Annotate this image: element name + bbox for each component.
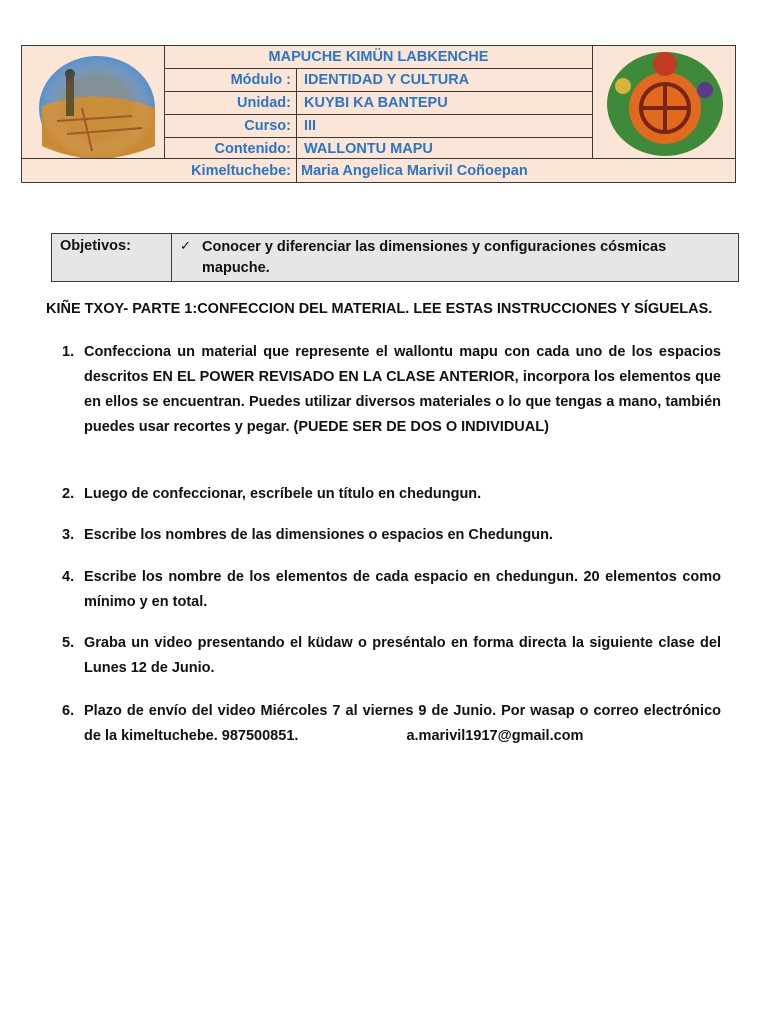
row-unidad [165,92,592,115]
item-text-deadline: Plazo de envío del video Miércoles 7 al viernes 9 de Junio. Por wasap o correo electrónico de la kimeltuchebe. 987500851. [84,703,721,744]
unidad-label: Unidad: [165,92,297,114]
item-number: 4. [62,569,75,585]
header-table [21,45,736,183]
item-text: Graba un video presentando el küdaw o preséntalo en forma directa la siguiente clase del Lunes 12 de Junio. [84,635,721,676]
teacher-name: Maria Angelica Marivil Coñoepan [301,163,528,179]
objectives-box [51,233,739,282]
logo-right-cell [592,46,735,158]
objectives-text-line1: Conocer y diferenciar las dimensiones y configuraciones cósmicas [202,239,667,255]
checkmark-icon: ✓ [180,238,191,253]
objectives-label: Objetivos: [52,234,172,281]
item-text: Escribe los nombre de los elementos de cada espacio en chedungun. 20 elementos como mínimo y en total. [84,569,721,610]
item-text: Confecciona un material que represente el wallontu mapu con cada uno de los espacios descritos EN EL POWER REVISADO EN LA CLASE ANTERIOR, incorpora los elementos que en ellos se encuentran. Puedes utilizar diversos materiales o lo que tengas a mano, también puedes usar recortes y pegar. (PUEDE SER DE DOS O INDIVIDUAL) [84,344,721,435]
modulo-value: IDENTIDAD Y CULTURA [304,72,470,88]
curso-label: Curso: [165,115,297,137]
curso-value: III [304,118,317,134]
item-number: 1. [62,344,75,360]
contenido-label: Contenido: [165,138,297,158]
item-number: 6. [62,703,75,719]
row-kimeltuchebe [22,158,735,182]
item-number: 2. [62,486,75,502]
modulo-label: Módulo : [165,69,297,91]
row-modulo [165,69,592,92]
teacher-label: Kimeltuchebe: [165,159,297,183]
item-text: Escribe los nombres de las dimensiones o espacios en Chedungun. [84,527,553,543]
contact-email: a.marivil1917@gmail.com [406,728,584,744]
item-text: Luego de confeccionar, escríbele un título en chedungun. [84,486,482,502]
mapuche-art-logo-icon [593,46,736,158]
item-number: 5. [62,635,75,651]
section-title: KIÑE TXOY- PARTE 1:CONFECCION DEL MATERIAL. LEE ESTAS INSTRUCCIONES Y SÍGUELAS. [46,301,713,317]
row-curso [165,115,592,138]
logo-left-cell [22,46,165,158]
item-number: 3. [62,527,75,543]
item-text [84,699,721,749]
objectives-text-line2: mapuche. [202,260,270,276]
school-title: MAPUCHE KIMÜN LABKENCHE [165,46,592,69]
contenido-value: WALLONTU MAPU [304,141,433,157]
landscape-logo-icon [22,46,165,158]
row-contenido [165,138,592,158]
objectives-text [202,237,722,279]
unidad-value: KUYBI KA BANTEPU [304,95,448,111]
